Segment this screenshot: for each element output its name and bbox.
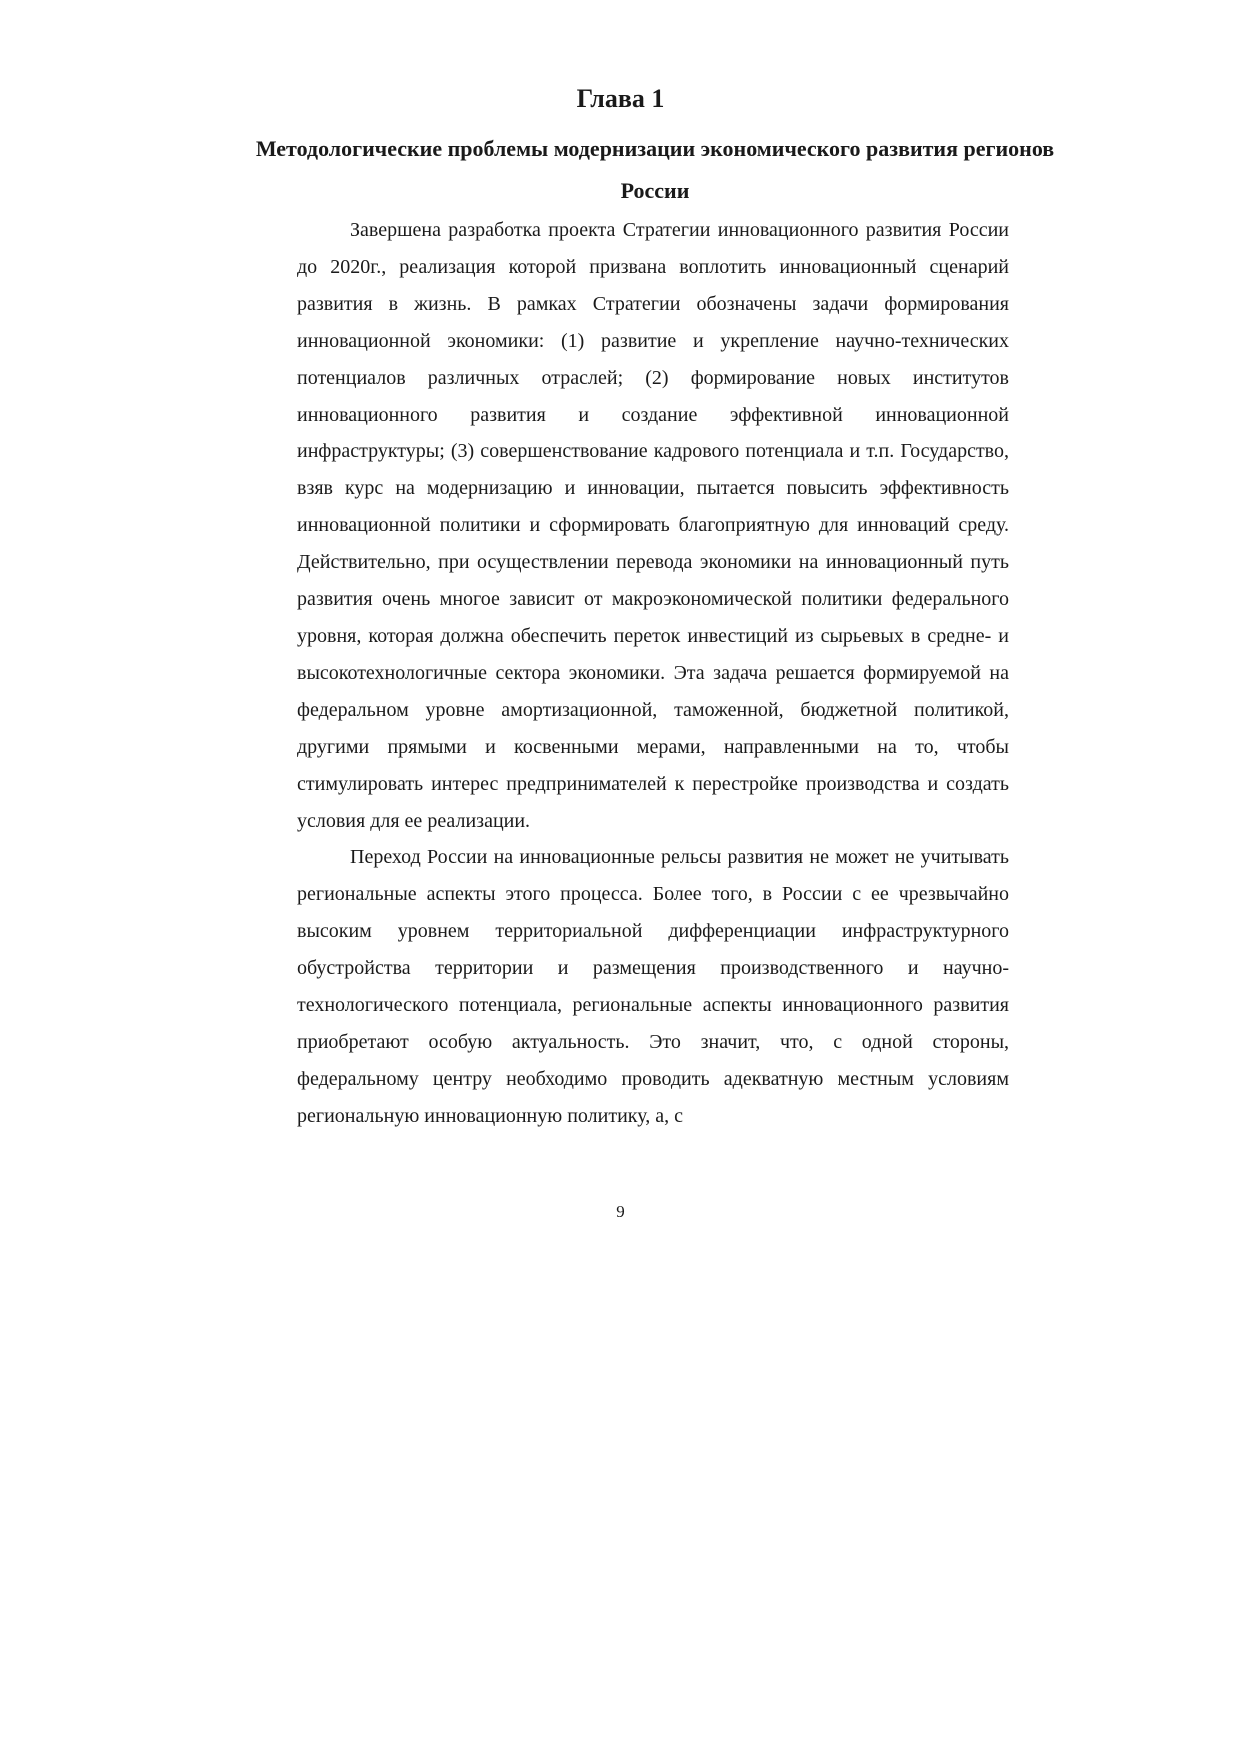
chapter-subtitle: Методологические проблемы модернизации экономического развития регионов России bbox=[255, 136, 1055, 203]
chapter-title: Глава 1 bbox=[576, 84, 665, 113]
body-text bbox=[297, 212, 1009, 1135]
page-number: 9 bbox=[616, 1202, 625, 1221]
paragraph: Завершена разработка проекта Стратегии инновационного развития России до 2020г., реализация которой призвана воплотить инновационный сценарий развития в жизнь. В рамках Стратегии обозначены задачи формирования инновационной экономики: (1) развитие и укрепление научно-технических потенциалов различных отраслей; (2) формирование новых институтов инновационного развития и создание эффективной инновационной инфраструктуры; (3) совершенствование кадрового потенциала и т.п. Государство, взяв курс на модернизацию и инновации, пытается повысить эффективность инновационной политики и сформировать благоприятную для инноваций среду. Действительно, при осуществлении перевода экономики на инновационный путь развития очень многое зависит от макроэкономической политики федерального уровня, которая должна обеспечить переток инвестиций из сырьевых в средне- и высокотехнологичные сектора экономики. Эта задача решается формируемой на федеральном уровне амортизационной, таможенной, бюджетной политикой, другими прямыми и косвенными мерами, направленными на то, чтобы стимулировать интерес предпринимателей к перестройке производства и создать условия для ее реализации. bbox=[297, 219, 1009, 832]
paragraph: Переход России на инновационные рельсы развития не может не учитывать региональные аспекты этого процесса. Более того, в России с ее чрезвычайно высоким уровнем территориальной дифференциации инфраструктурного обустройства территории и размещения производственного и научно- технологического потенциала, региональные аспекты инновационного развития приобретают особую актуальность. Это значит, что, с одной стороны, федеральному центру необходимо проводить адекватную местным условиям региональную инновационную политику, а, с bbox=[297, 846, 1009, 1127]
